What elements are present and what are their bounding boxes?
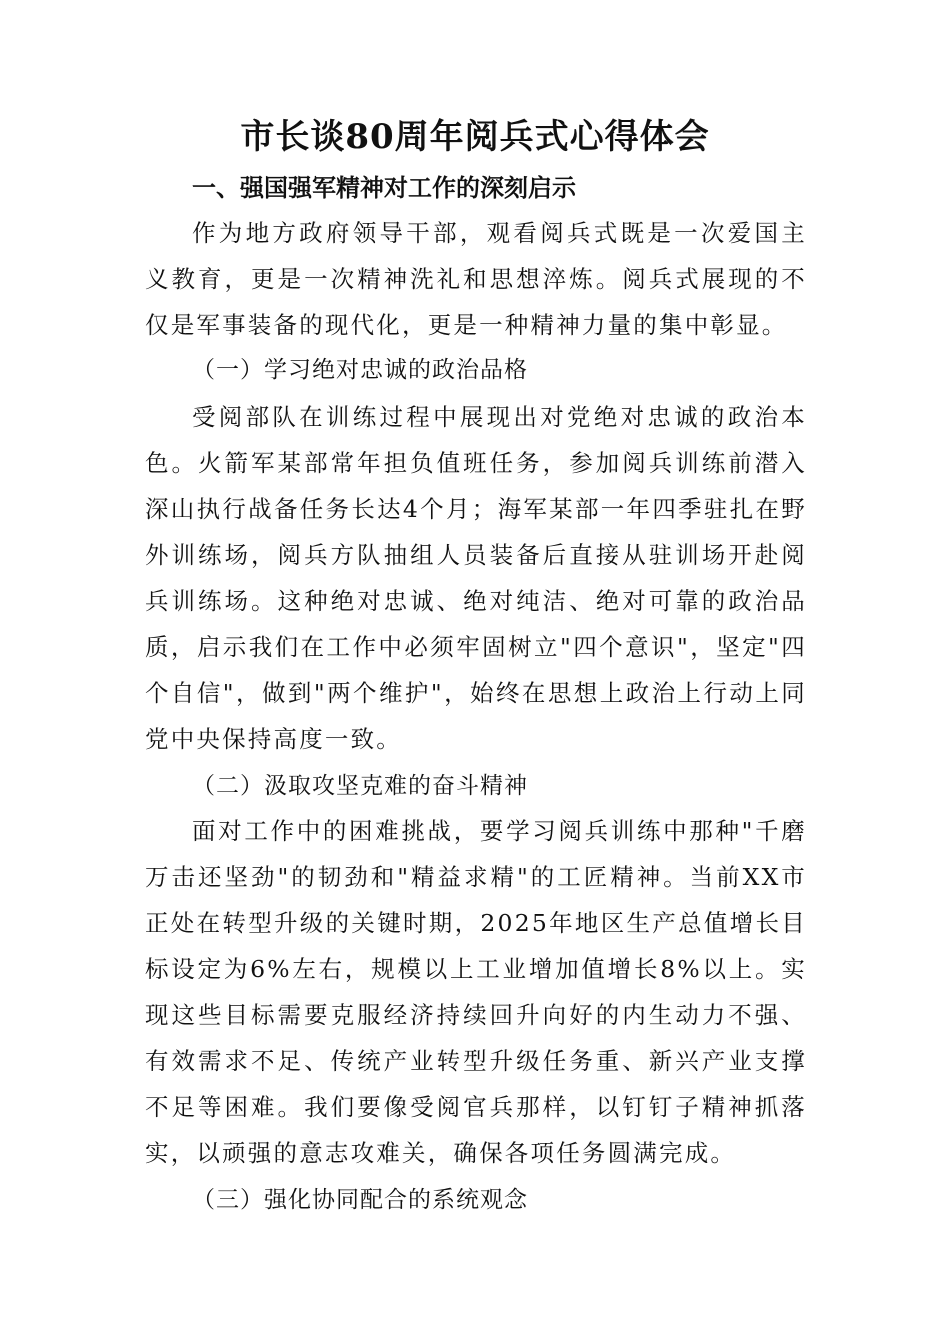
document-title: 市长谈80周年阅兵式心得体会 [240, 117, 710, 157]
section-heading-1: 一、强国强军精神对工作的深刻启示 [192, 174, 576, 202]
subsection-heading-2: （二）汲取攻坚克难的奋斗精神 [192, 773, 528, 799]
intro-paragraph: 作为地方政府领导干部，观看阅兵式既是一次爱国主义教育，更是一次精神洗礼和思想淬炼。阅兵式展现的不仅是军事装备的现代化，更是一种精神力量的集中彰显。 [145, 219, 807, 339]
subsection-heading-3: （三）强化协同配合的系统观念 [192, 1187, 528, 1213]
subsection-heading-1: （一）学习绝对忠诚的政治品格 [192, 357, 528, 383]
subsection-1-paragraph: 受阅部队在训练过程中展现出对党绝对忠诚的政治本色。火箭军某部常年担负值班任务，参加阅兵训练前潜入深山执行战备任务长达4个月；海军某部一年四季驻扎在野外训练场，阅兵方队抽组人员装备后直接从驻训场开赴阅兵训练场。这种绝对忠诚、绝对纯洁、绝对可靠的政治品质，启示我们在工作中必须牢固树立"四个意识"，坚定"四个自信"，做到"两个维护"，始终在思想上政治上行动上同党中央保持高度一致。 [145, 403, 807, 753]
subsection-2-paragraph: 面对工作中的困难挑战，要学习阅兵训练中那种"千磨万击还坚劲"的韧劲和"精益求精"的工匠精神。当前XX市正处在转型升级的关键时期，2025年地区生产总值增长目标设定为6%左右，规模以上工业增加值增长8%以上。实现这些目标需要克服经济持续回升向好的内生动力不强、有效需求不足、传统产业转型升级任务重、新兴产业支撑不足等困难。我们要像受阅官兵那样，以钉钉子精神抓落实，以顽强的意志攻难关，确保各项任务圆满完成。 [145, 817, 807, 1167]
